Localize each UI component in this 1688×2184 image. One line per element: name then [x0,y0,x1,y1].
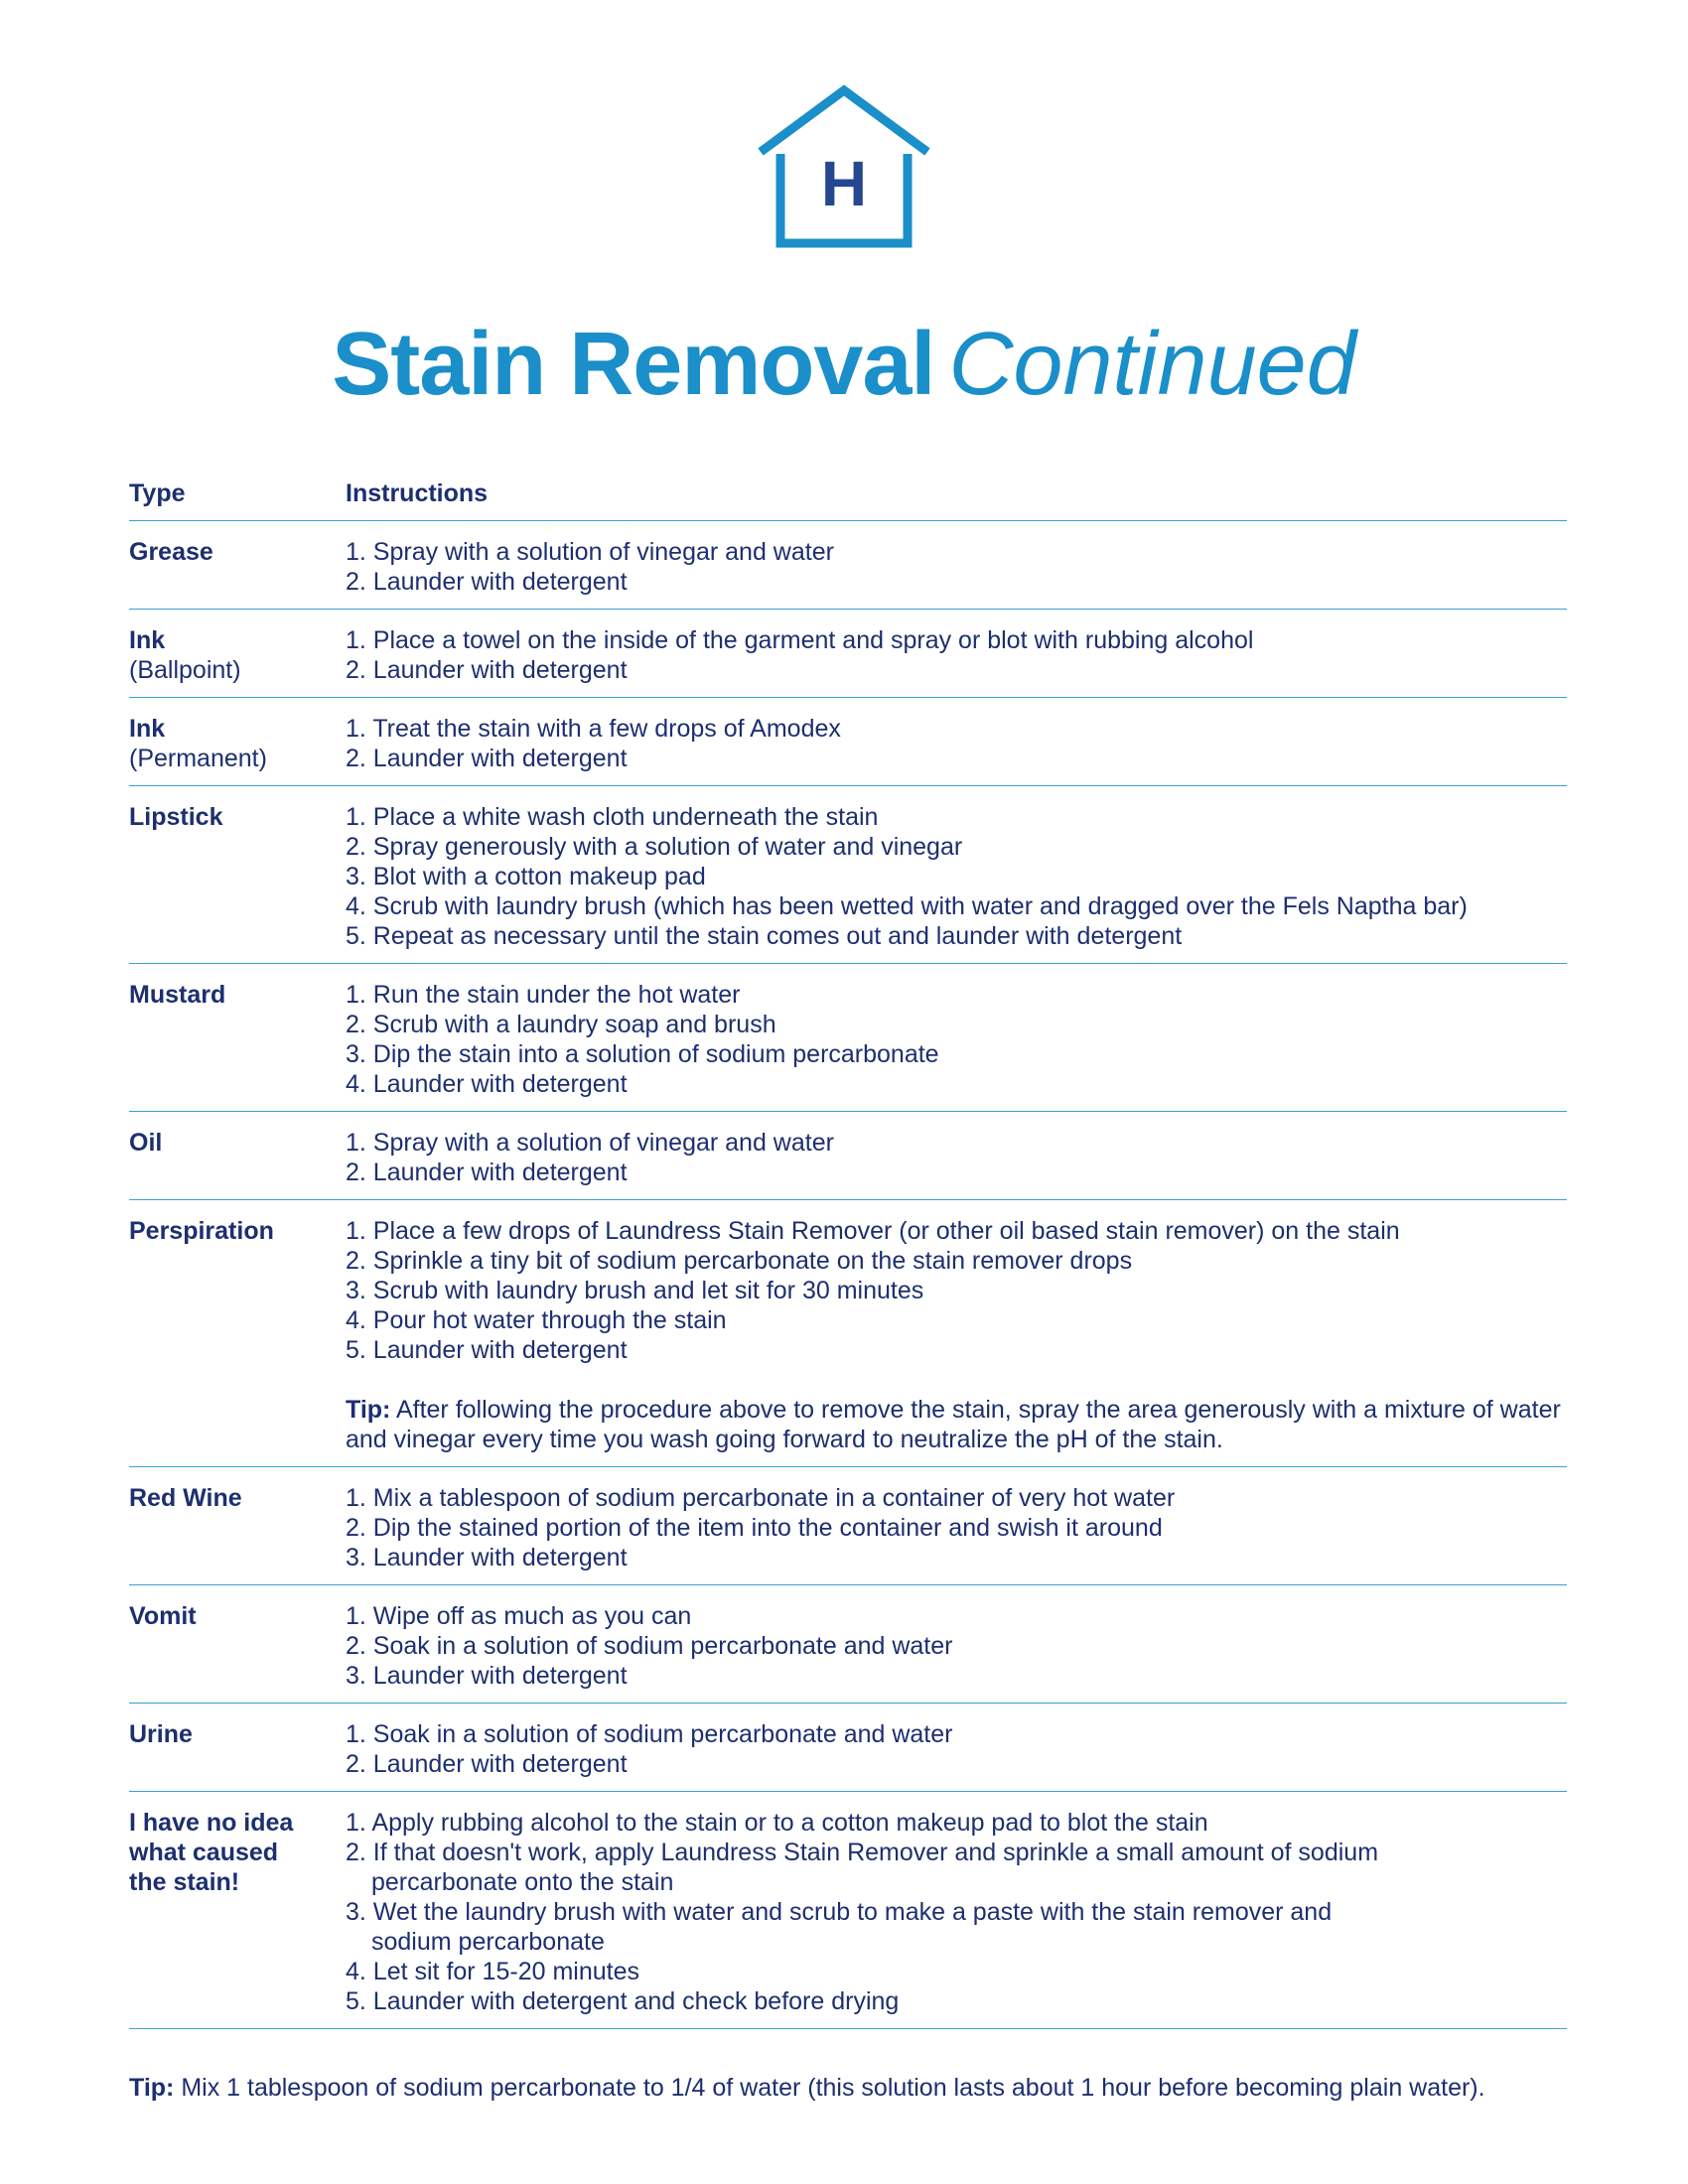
instruction-line: 2. Dip the stained portion of the item into the container and swish it around [346,1514,1163,1542]
instruction-line: 2. Soak in a solution of sodium percarbonate and water [346,1632,953,1660]
instruction-line: 3. Dip the stain into a solution of sodium percarbonate [346,1040,939,1068]
footer-tip [129,2073,1567,2103]
row-type: Oil [129,1129,163,1157]
title-light: Continued [948,315,1356,414]
instruction-line: 1. Soak in a solution of sodium percarbonate and water [346,1720,953,1748]
instruction-line: 2. Spray generously with a solution of water and vinegar [346,833,963,861]
row-type: Vomit [129,1602,197,1630]
table-row [129,1112,1567,1200]
header-type: Type [129,479,186,507]
instruction-line: 4. Scrub with laundry brush (which has been wetted with water and dragged over the Fels Naptha bar) [346,892,1468,920]
instruction-line: 5. Launder with detergent [346,1336,628,1364]
instruction-line: 1. Place a few drops of Laundress Stain Remover (or other oil based stain remover) on the stain [346,1217,1400,1245]
instruction-line: 5. Launder with detergent and check before drying [346,1987,900,2015]
row-type: Perspiration [129,1217,274,1245]
instruction-line: 2. Launder with detergent [346,1159,628,1186]
instruction-line: 1. Treat the stain with a few drops of Amodex [346,715,841,743]
table-row [129,964,1567,1112]
perspiration-tip [346,1395,1567,1454]
footer-tip-label: Tip: [129,2074,175,2102]
instruction-line: 1. Spray with a solution of vinegar and water [346,538,834,566]
row-type: Ink [129,626,166,654]
table-row [129,1585,1567,1704]
table-row [129,1467,1567,1585]
table-row [129,521,1567,610]
instruction-line: 1. Apply rubbing alcohol to the stain or to a cotton makeup pad to blot the stain [346,1809,1208,1837]
instruction-line: 2. Launder with detergent [346,656,628,684]
title-bold: Stain Removal [332,315,935,414]
row-type: I have no idea what caused the stain! [129,1809,294,1896]
row-type: Mustard [129,981,226,1009]
row-type: Ink [129,715,166,743]
table-row [129,610,1567,698]
table-row [129,1200,1567,1467]
instruction-line: 2. Scrub with a laundry soap and brush [346,1011,776,1038]
instruction-line: 2. If that doesn't work, apply Laundress Stain Remover and sprinkle a small amount of sodium [346,1839,1379,1866]
instruction-line: 5. Repeat as necessary until the stain comes out and launder with detergent [346,922,1183,950]
instruction-line: 1. Spray with a solution of vinegar and water [346,1129,834,1157]
stain-table [129,467,1567,2029]
instruction-line: 1. Place a towel on the inside of the garment and spray or blot with rubbing alcohol [346,626,1254,654]
instruction-line: 4. Let sit for 15-20 minutes [346,1958,639,1985]
instruction-line: percarbonate onto the stain [371,1868,674,1896]
table-header [129,467,1567,521]
tip-text: After following the procedure above to remove the stain, spray the area generously with a mixture of water and vinegar every time you wash going forward to neutralize the pH of the stain. [346,1396,1561,1453]
page-title [0,310,1688,419]
instruction-line: 3. Scrub with laundry brush and let sit for 30 minutes [346,1277,924,1304]
table-row [129,1704,1567,1792]
instruction-line: 2. Sprinkle a tiny bit of sodium percarbonate on the stain remover drops [346,1247,1133,1275]
instruction-line: 3. Launder with detergent [346,1544,628,1571]
tip-label: Tip: [346,1396,391,1424]
row-subtype: (Ballpoint) [129,656,241,684]
house-logo-icon [755,84,933,253]
row-type: Red Wine [129,1484,242,1512]
instruction-line: 1. Place a white wash cloth underneath the stain [346,803,879,831]
instruction-line: 1. Wipe off as much as you can [346,1602,692,1630]
instruction-line: sodium percarbonate [371,1928,605,1956]
instruction-line: 1. Run the stain under the hot water [346,981,741,1009]
instruction-line: 3. Wet the laundry brush with water and scrub to make a paste with the stain remover and [346,1898,1333,1926]
table-row [129,1792,1567,2029]
instruction-line: 2. Launder with detergent [346,568,628,596]
instruction-line: 2. Launder with detergent [346,1750,628,1778]
table-row [129,786,1567,964]
row-type: Lipstick [129,803,223,831]
instruction-line: 2. Launder with detergent [346,745,628,772]
instruction-line: 3. Launder with detergent [346,1662,628,1690]
logo-letter: H [820,148,868,219]
instruction-line: 1. Mix a tablespoon of sodium percarbonate in a container of very hot water [346,1484,1176,1512]
row-subtype: (Permanent) [129,745,267,772]
row-type: Grease [129,538,213,566]
footer-tip-text: Mix 1 tablespoon of sodium percarbonate to 1/4 of water (this solution lasts about 1 hour before becoming plain water). [181,2074,1485,2102]
instruction-line: 4. Launder with detergent [346,1070,628,1098]
header-instructions: Instructions [346,479,489,507]
table-row [129,698,1567,786]
instruction-line: 3. Blot with a cotton makeup pad [346,863,706,890]
instruction-line: 4. Pour hot water through the stain [346,1306,727,1334]
row-type: Urine [129,1720,193,1748]
